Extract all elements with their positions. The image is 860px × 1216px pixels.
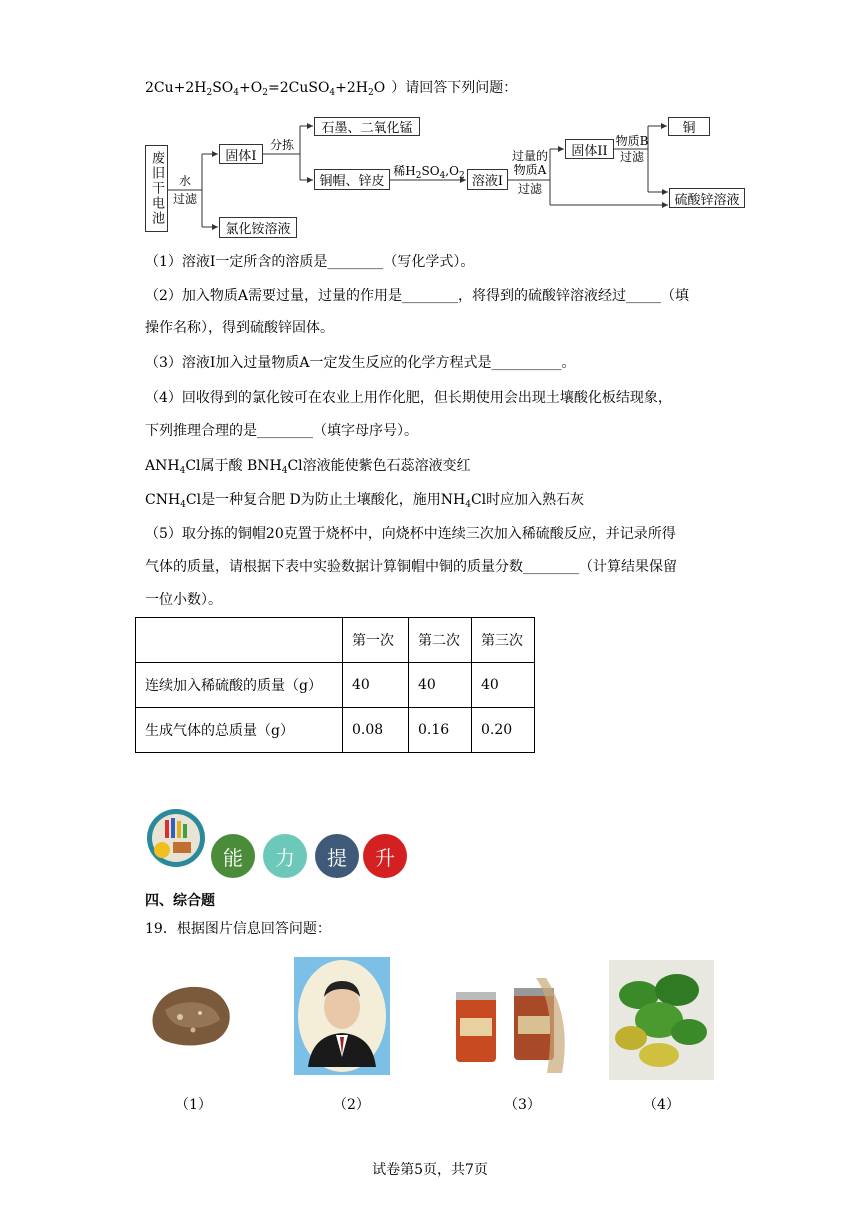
table-cell: 0.20 [472,708,535,753]
option-c-d: $CNH_4Cl$是一种复合肥 D为防止土壤酸化，施用$NH_4Cl$时应加入熟石灰 [145,492,585,510]
question-2b: 操作名称），得到硫酸锌固体。 [145,320,334,336]
b-label-2: 过滤 [619,150,644,164]
waste-battery-box: 废旧干电池 [145,145,168,232]
table-cell: 40 [472,663,535,708]
question-5c: 一位小数）。 [145,592,222,608]
table-row [136,663,535,708]
question-1: （1）溶液I一定所含的溶质是________（写化学式）。 [145,254,475,270]
filter-label-1: 过滤 [172,192,197,206]
question-5a: （5）取分拣的铜帽20克置于烧杯中，向烧杯中连续三次加入稀硫酸反应，并记录所得 [145,526,676,542]
table-header-cell [136,618,343,663]
graphite-box: 石墨、二氧化锰 [314,117,420,136]
portrait-image [294,957,390,1075]
table-header-row [136,618,535,663]
table-cell: 0.08 [343,708,409,753]
copper-box: 铜 [668,117,710,136]
experiment-table [135,617,535,753]
solution1-box: 溶液I [467,169,508,190]
question-5b: 气体的质量，请根据下表中实验数据计算铜帽中铜的质量分数________（计算结果保留 [145,559,677,575]
option-a-b: $ANH_4Cl$属于酸 $BNH_4Cl$溶液能使紫色石蕊溶液变红 [145,458,471,476]
solid1-box: 固体I [219,144,263,164]
table-cell: 生成气体的总质量（g） [136,708,343,753]
question-4b: 下列推理合理的是________（填字母序号）。 [145,423,418,439]
table-cell: 连续加入稀硫酸的质量（g） [136,663,343,708]
table-header-cell: 第三次 [472,618,535,663]
banner-char-1: 能 [211,834,255,878]
zinc-sulfate-box: 硫酸锌溶液 [669,188,745,208]
image-caption-1: （1） [175,1097,212,1113]
plant-image [609,960,714,1080]
image-caption-2: （2） [333,1097,370,1113]
process-flowchart [140,112,760,242]
water-label: 水 [178,174,191,188]
table-cell: 0.16 [409,708,472,753]
question-4a: （4）回收得到的氯化铵可在农业上用作化肥，但长期使用会出现土壤酸化板结现象， [145,390,672,406]
excess-a-label-1: 过量的 [511,149,548,163]
ammonium-chloride-box: 氯化铵溶液 [219,217,297,238]
banner-char-4: 升 [363,834,407,878]
acid-oxygen-label: 稀$H_2SO_4,O_2$ [393,164,465,181]
b-label-1: 物质B [615,134,649,148]
question-3: （3）溶液I加入过量物质A一定发生反应的化学方程式是__________。 [145,355,576,371]
table-row [136,708,535,753]
image-caption-4: （4） [643,1097,680,1113]
table-cell: 40 [343,663,409,708]
cans-image [452,978,572,1078]
sort-label: 分拣 [269,138,294,152]
question-2a: （2）加入物质A需要过量，过量的作用是________，将得到的硫酸锌溶液经过_____（填 [145,288,690,304]
copper-zinc-box: 铜帽、锌皮 [314,169,390,190]
banner-logo-icon [145,808,207,868]
banner-char-3: 提 [315,834,359,878]
table-cell: 40 [409,663,472,708]
page-footer: 试卷第5页，共7页 [372,1162,488,1178]
excess-a-label-3: 过滤 [517,182,542,196]
question-19: 19．根据图片信息回答问题： [145,921,331,937]
banner-char-2: 力 [263,834,307,878]
section-title: 四、综合题 [145,893,215,909]
image-caption-3: （3） [504,1097,541,1113]
table-header-cell: 第二次 [409,618,472,663]
excess-a-label-2: 物质A [513,163,547,177]
rock-image [145,975,235,1055]
equation-line: $2Cu+2H_2SO_4+O_2=2CuSO_4+2H_2O$ ）请回答下列问题： [145,80,518,98]
table-header-cell: 第一次 [343,618,409,663]
solid2-box: 固体II [565,139,614,159]
